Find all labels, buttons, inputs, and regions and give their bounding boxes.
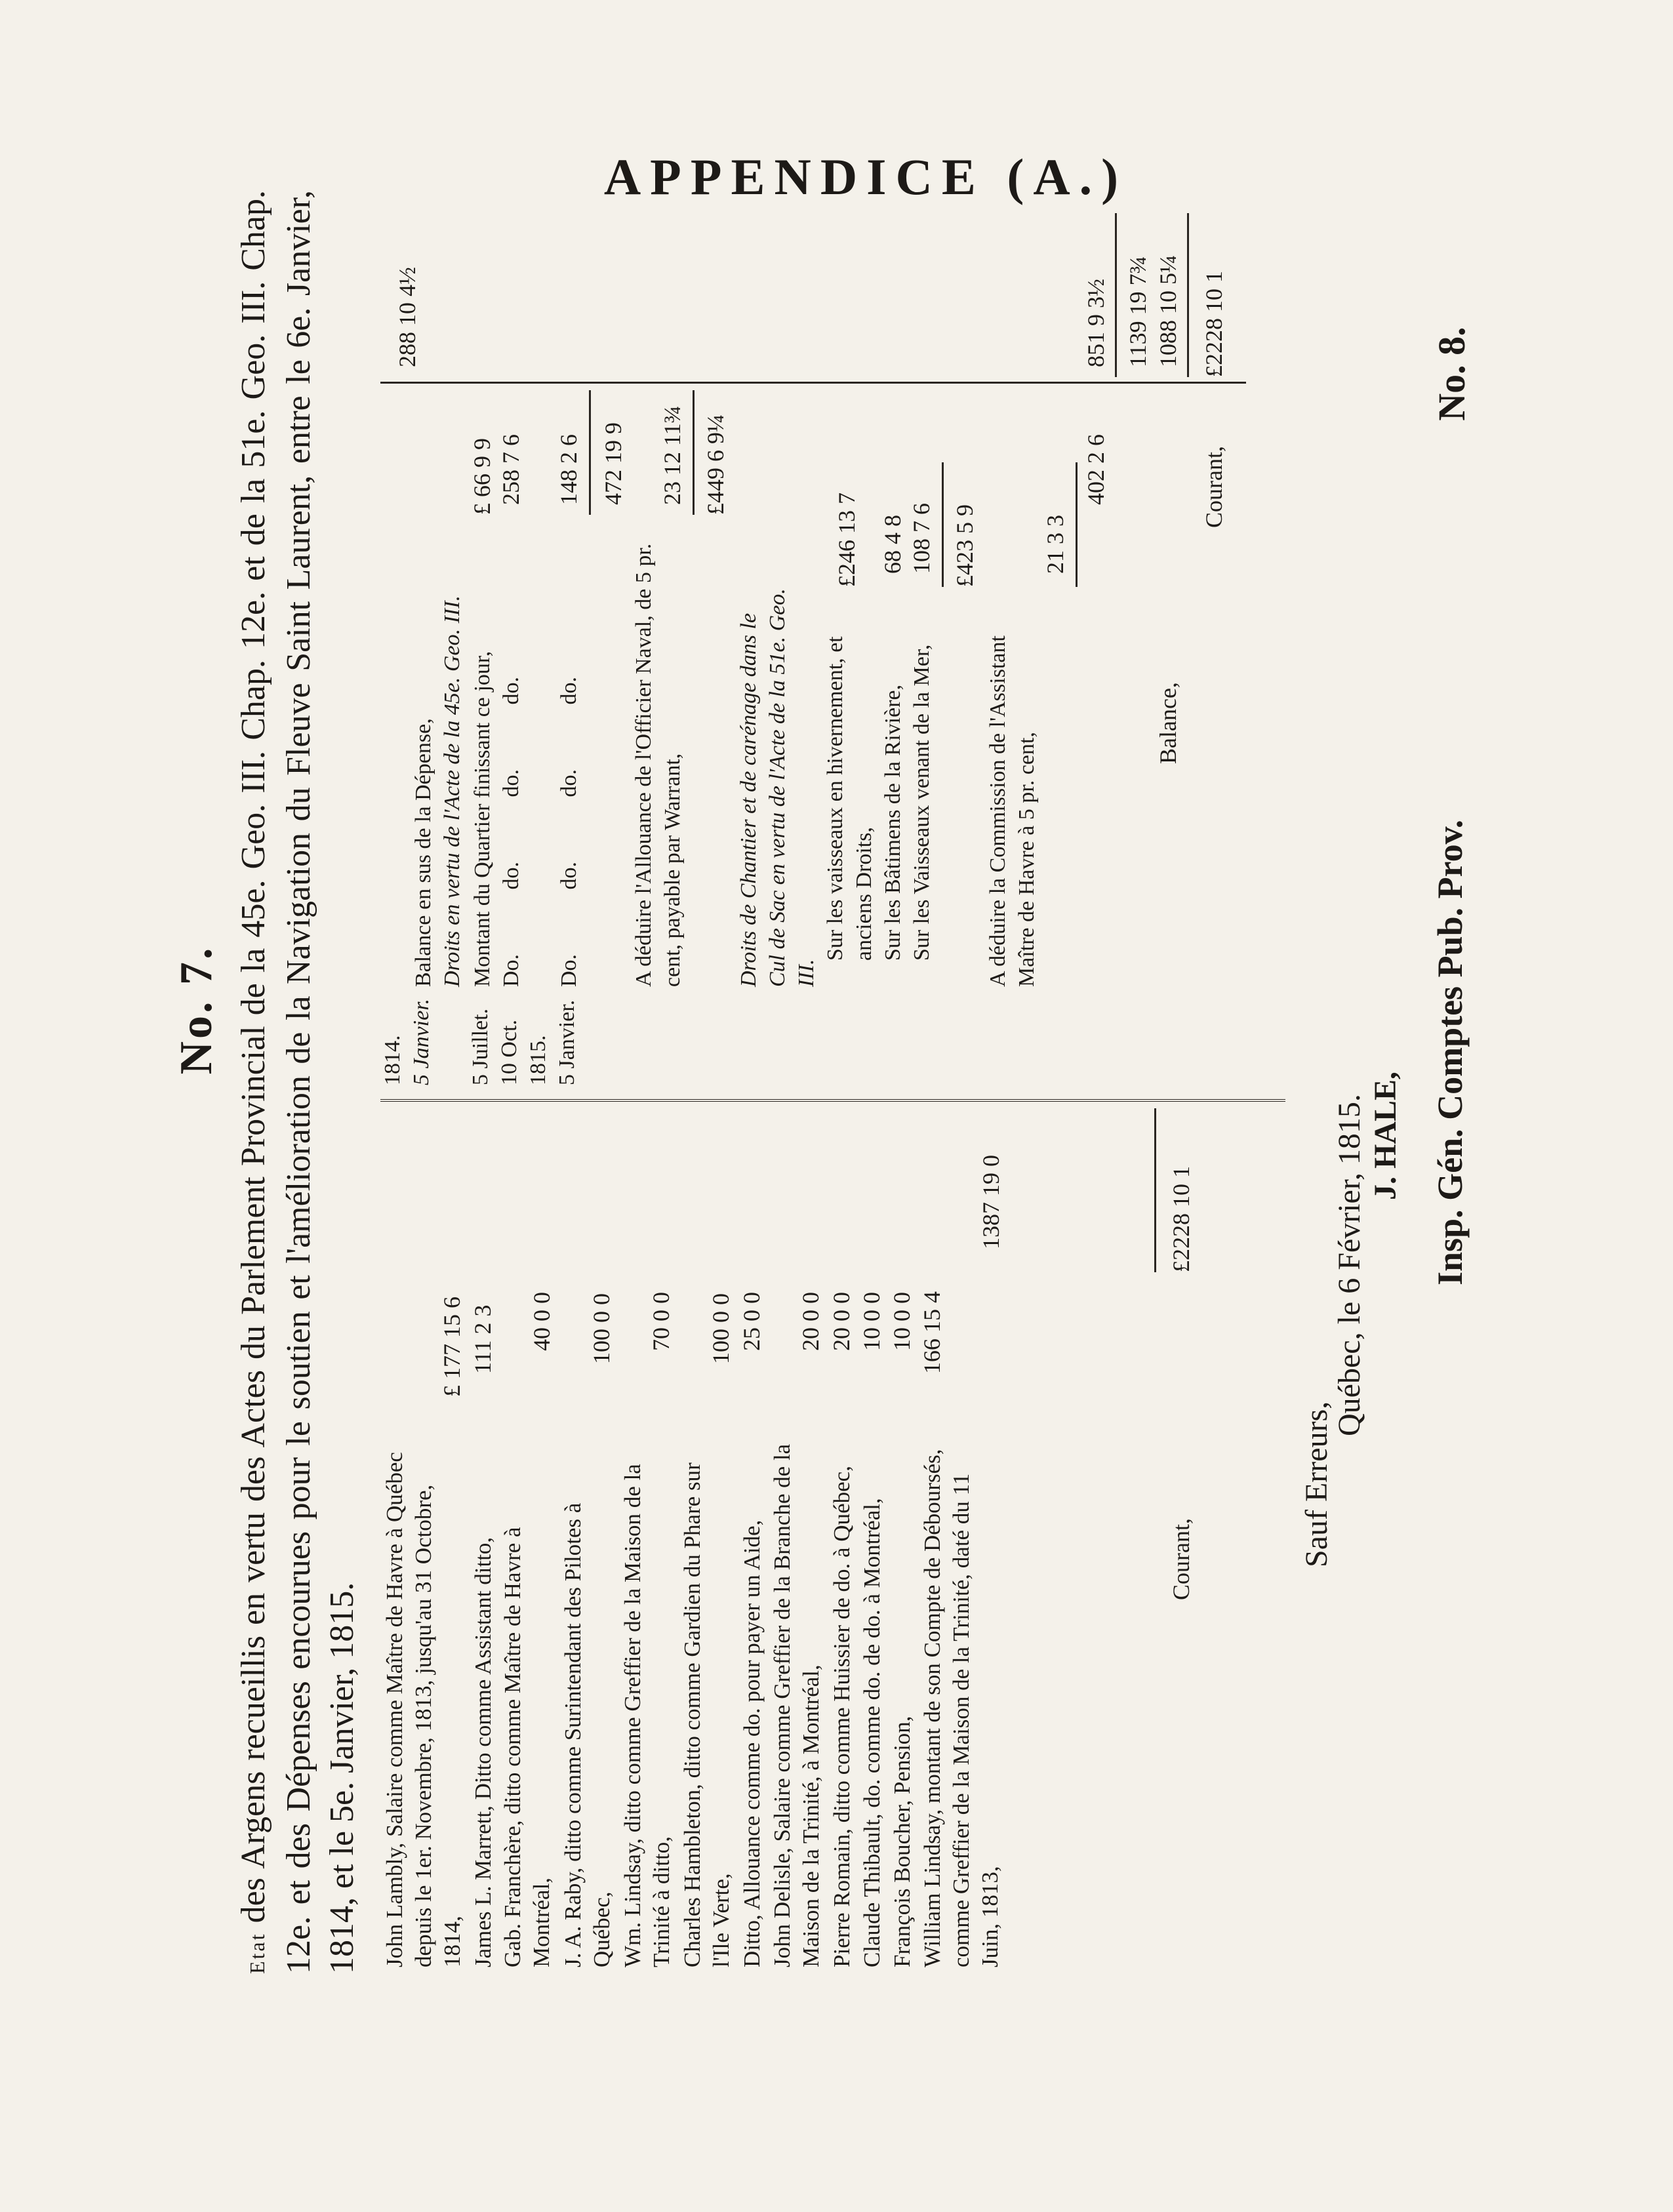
expense-amount: 10 0 0	[889, 1292, 915, 1351]
droits-heading: Droits en vertu de l'Acte de la 45e. Geo. III.	[440, 595, 464, 987]
expense-amount: 166 15 4	[919, 1291, 945, 1374]
expense-balance-label: Courant,	[1168, 1518, 1194, 1600]
subtotal-rule	[1076, 462, 1078, 587]
expense-amount: 25 0 0	[738, 1292, 765, 1351]
expense-desc: François Boucher, Pension,	[889, 1716, 915, 1967]
expense-desc: Gab. Franchère, ditto comme Maître de Havre à Montréal,	[500, 1527, 554, 1967]
total-rule	[1115, 213, 1117, 377]
deduction-desc: A déduire l'Allouance de l'Officier Naval, de 5 pr. cent, payable par Warrant,	[632, 543, 685, 987]
expense-desc: Charles Hambleton, ditto comme Gardien du Phare sur l'Ile Verte,	[679, 1462, 734, 1967]
expense-desc: Claude Thibault, do. comme do. de do. à Montréal,	[859, 1498, 885, 1967]
expense-desc: Wm. Lindsay, ditto comme Greffier de la Maison de la Trinité à ditto,	[620, 1464, 674, 1967]
subtotal-rule	[589, 390, 591, 515]
balance-amount: 1088 10 5¼	[1155, 255, 1181, 367]
expense-column	[380, 1099, 1285, 1967]
table-number-no7: No. 7.	[171, 945, 222, 1075]
receipt-desc: Balance en sus de la Dépense,	[411, 718, 435, 987]
sauf-erreurs: Sauf Erreurs,	[1299, 1401, 1334, 1567]
droits2-heading: Droits de Chantier et de carénage dans le Cul de Sac en vertu de l'Acte de la 51e. Geo. III.	[736, 588, 818, 987]
total-rule	[1154, 1108, 1156, 1272]
expense-desc: Pierre Romain, ditto comme Huissier de do. à Québec,	[829, 1466, 855, 1967]
total-rule	[1187, 213, 1189, 377]
expense-amount: 20 0 0	[828, 1292, 855, 1351]
subtotal-rule	[942, 462, 944, 587]
expense-balance-amount: £2228 10 1	[1168, 1166, 1194, 1272]
droits-item-desc: Sur les vaisseaux en hivernement, et anciens Droits,	[823, 636, 876, 961]
expense-amount: 40 0 0	[529, 1292, 555, 1351]
deduction-desc: A déduire la Commission de l'Assistant Maître de Havre à 5 pr. cent,	[986, 635, 1039, 987]
expense-desc: William Lindsay, montant de son Compte de Déboursés, comme Greffier de la Maison de la Trinité, daté du 11 Juin, 1813,	[919, 1449, 1003, 1967]
droits-subtotal: £423 5 9	[952, 504, 978, 587]
droits-item-amount: 68 4 8	[879, 515, 906, 574]
receipt-column	[380, 193, 1285, 1092]
receipt-total: 851 9 3½	[1083, 279, 1109, 367]
column-rule	[380, 382, 1246, 384]
page-number-no8: No. 8.	[1430, 327, 1473, 421]
receipt-date: 10 Oct.	[497, 1019, 521, 1085]
receipt-amount: £ 66 9 9	[469, 438, 495, 515]
receipt-date: 5 Janvier.	[409, 998, 433, 1085]
receipt-desc: Montant du Quartier finissant ce jour,	[470, 651, 494, 987]
droits-item-desc: Sur les Bâtimens de la Rivière,	[881, 684, 905, 961]
expense-amount: 100 0 0	[588, 1293, 615, 1364]
receipt-subtotal: 472 19 9	[600, 422, 626, 505]
combined-total: 1139 19 7¾	[1125, 256, 1151, 367]
signatory-name: J. HALE,	[1368, 1071, 1403, 1200]
net-amount: £449 6 9¼	[702, 414, 729, 515]
year-1815: 1815.	[526, 1035, 550, 1085]
expense-amount: 20 0 0	[797, 1292, 824, 1351]
receipt-amount: 258 7 6	[498, 434, 524, 505]
rotated-account-table	[171, 190, 1403, 1974]
expense-amount: 100 0 0	[708, 1293, 734, 1364]
year-1814: 1814.	[380, 1035, 405, 1085]
heading-lead: Etat	[245, 1932, 269, 1974]
receipt-total: 288 10 4½	[394, 267, 420, 367]
heading-text: des Argens recueillis en vertu des Actes du Parlement Provincial de la 45e. Geo. III. Chap. 12e. et de la 51e. Geo. III. Chap. 12e. et des Dépenses encourues pour le soutien et l'amélioration de la Navigation du Fleuve Saint Laurent, entre le 6e. Janvier, 1814, et le 5e. Janvier, 1815.	[235, 190, 361, 1974]
net-amount: 402 2 6	[1083, 434, 1109, 505]
expense-desc: John Lambly, Salaire comme Maître de Havre à Québec depuis le 1er. Novembre, 1813, jusqu'au 31 Octobre, 1814,	[382, 1452, 465, 1967]
receipt-desc: Do. do. do. do.	[557, 676, 581, 987]
expense-desc: J. A. Raby, ditto comme Surintendant des Pilotes à Québec,	[560, 1502, 615, 1967]
expense-amount: 10 0 0	[858, 1292, 885, 1351]
receipt-desc: Do. do. do. do.	[499, 676, 523, 987]
place-date: Québec, le 6 Février, 1815.	[1332, 1094, 1367, 1436]
signatory-title: Insp. Gén. Comptes Pub. Prov.	[1430, 819, 1470, 1285]
courant-amount: £2228 10 1	[1201, 271, 1227, 377]
droits-item-amount: 108 7 6	[908, 503, 935, 574]
courant-label: Courant,	[1201, 446, 1227, 528]
droits-item-amount: £246 13 7	[834, 493, 860, 587]
expense-desc: Ditto, Allouance comme do. pour payer un Aide,	[739, 1519, 765, 1967]
receipt-date: 5 Juillet.	[468, 1008, 493, 1085]
balance-label: Balance,	[1155, 682, 1181, 764]
expense-amount: 70 0 0	[648, 1292, 674, 1351]
droits-item-desc: Sur les Vaisseaux venant de la Mer,	[910, 644, 934, 961]
expense-desc: James L. Marrett, Ditto comme Assistant ditto,	[470, 1537, 496, 1967]
receipt-date: 5 Janvier.	[555, 999, 579, 1085]
deduction-amount: 21 3 3	[1042, 515, 1068, 574]
expense-amount: £ 177 15 6	[439, 1297, 465, 1397]
subtotal-rule	[693, 390, 695, 515]
expense-amount: 111 2 3	[470, 1304, 496, 1374]
deduction-amount: 23 12 11¾	[659, 405, 685, 505]
expense-subtotal: 1387 19 0	[978, 1155, 1004, 1249]
expense-desc: John Delisle, Salaire comme Greffier de la Branche de la Maison de la Trinité, à Montréal,	[769, 1443, 824, 1967]
appendix-title: APPENDICE (A.)	[603, 148, 1128, 205]
receipt-amount: 148 2 6	[555, 434, 582, 505]
table-heading	[233, 190, 365, 1974]
